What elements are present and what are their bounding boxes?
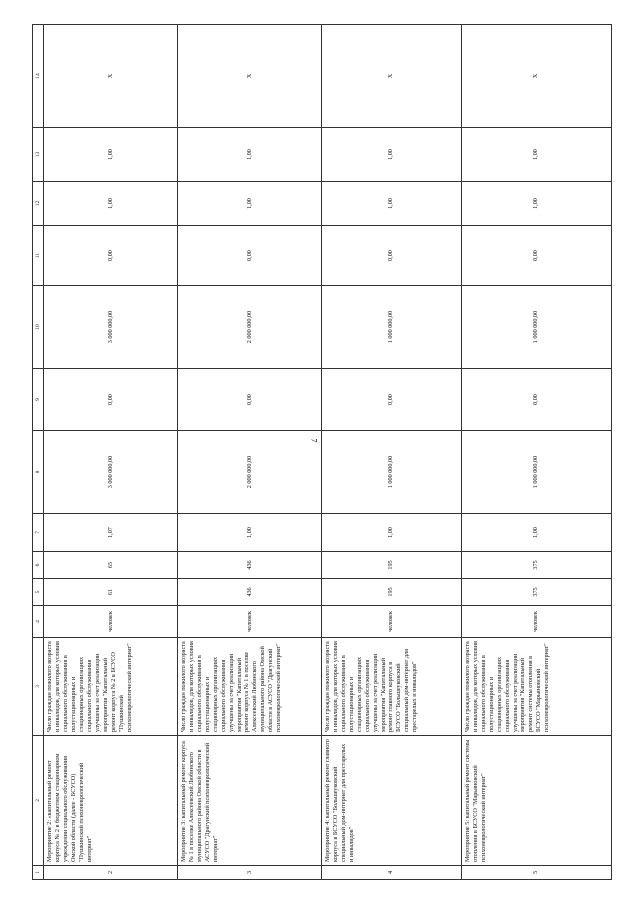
column-number-row — [33, 25, 44, 880]
column-number-cell: 14 — [33, 25, 44, 128]
cell-c13: 1,00 — [44, 128, 178, 182]
column-number-cell: 11 — [33, 226, 44, 286]
cell-unit: человек — [177, 606, 321, 638]
cell-c11: 0,00 — [461, 226, 611, 286]
cell-c10: 2 000 000,00 — [177, 286, 321, 369]
cell-c9: 0,00 — [44, 369, 178, 431]
cell-indicator: Число граждан пожилого возраста и инвалидов, для которых условия социального обслуживания в полустационарных и стационарных организациях социального обслуживания улучшены за счет реализации мероприятия "Капитальный ремонт корпуса № 2 в БСУСО "Пушкинский психоневрологический интернат" — [44, 638, 178, 736]
cell-c8: 2 000 000,00 — [177, 431, 321, 514]
cell-c12: 1,00 — [177, 182, 321, 226]
column-number-cell: 7 — [33, 514, 44, 552]
cell-c7: 1,07 — [44, 514, 178, 552]
cell-indicator: Число граждан пожилого возраста и инвалидов, для которых условия социального обслуживания в полустационарных и стационарных организациях социального обслуживания улучшены за счет реализации мероприятия "Капитальный ремонт главного корпуса в БСУСО "Большеуковский специальный дом-интернат для престарелых и инвалидов" — [321, 638, 461, 736]
cell-unit: человек — [321, 606, 461, 638]
cell-c5: 375 — [461, 579, 611, 606]
rotated-table-stage — [32, 25, 612, 880]
cell-idx: 3 — [177, 866, 321, 880]
cell-event: Мероприятие 3: капитальный ремонт корпуса № 1 в поселке Алексеевский Любинского муниципального района Омской области в АСУСО "Драгунский психоневрологический интернат" — [177, 736, 321, 866]
cell-c13: 1,00 — [177, 128, 321, 182]
cell-event: Мероприятие 5: капитальный ремонт системы отопления в БСУСО "Марьяновский психоневрологический интернат" — [461, 736, 611, 866]
cell-c11: 0,00 — [177, 226, 321, 286]
cell-c7: 1,00 — [177, 514, 321, 552]
cell-c14: Х — [461, 25, 611, 128]
cell-c6: 195 — [321, 552, 461, 579]
column-number-cell: 12 — [33, 182, 44, 226]
cell-c8: 3 000 000,00 — [44, 431, 178, 514]
cell-c9: 0,00 — [321, 369, 461, 431]
cell-idx: 2 — [44, 866, 178, 880]
column-number-cell: 3 — [33, 638, 44, 736]
cell-idx: 4 — [321, 866, 461, 880]
column-number-cell: 1 — [33, 866, 44, 880]
column-number-cell: 8 — [33, 431, 44, 514]
column-number-cell: 9 — [33, 369, 44, 431]
cell-indicator: Число граждан пожилого возраста и инвалидов, для которых условия социального обслуживания в полустационарных и стационарных организациях социального обслуживания улучшены за счет реализации мероприятия "Капитальный ремонт корпуса № 1 в поселке Алексеевский Любинского муниципального района Омской области в АСУСО "Драгунский психоневрологический интернат" — [177, 638, 321, 736]
column-number-cell: 10 — [33, 286, 44, 369]
cell-c12: 1,00 — [461, 182, 611, 226]
cell-c7: 1,00 — [461, 514, 611, 552]
cell-c12: 1,00 — [44, 182, 178, 226]
cell-c6: 65 — [44, 552, 178, 579]
cell-c6: 436 — [177, 552, 321, 579]
cell-c14: Х — [177, 25, 321, 128]
column-number-cell: 4 — [33, 606, 44, 638]
cell-c6: 375 — [461, 552, 611, 579]
cell-unit: человек — [44, 606, 178, 638]
cell-c11: 0,00 — [321, 226, 461, 286]
cell-c5: 61 — [44, 579, 178, 606]
cell-c5: 436 — [177, 579, 321, 606]
cell-unit: человек — [461, 606, 611, 638]
cell-idx: 5 — [461, 866, 611, 880]
cell-c13: 1,00 — [461, 128, 611, 182]
cell-c11: 0,00 — [44, 226, 178, 286]
cell-event: Мероприятие 4: капитальный ремонт главного корпуса в БСУСО "Большеуковский специальный дом-интернат для престарелых и инвалидов" — [321, 736, 461, 866]
cell-c9: 0,00 — [461, 369, 611, 431]
cell-c7: 1,00 — [321, 514, 461, 552]
page-number: 7 — [309, 438, 319, 443]
cell-c12: 1,00 — [321, 182, 461, 226]
cell-c10: 1 000 000,00 — [321, 286, 461, 369]
column-number-cell: 2 — [33, 736, 44, 866]
cell-c9: 0,00 — [177, 369, 321, 431]
column-number-cell: 5 — [33, 579, 44, 606]
table-row — [461, 25, 611, 880]
cell-c14: Х — [44, 25, 178, 128]
cell-c8: 1 000 000,00 — [461, 431, 611, 514]
table-row — [177, 25, 321, 880]
cell-c14: Х — [321, 25, 461, 128]
table-row — [44, 25, 178, 880]
table-row — [321, 25, 461, 880]
cell-c10: 3 000 000,00 — [44, 286, 178, 369]
cell-c5: 195 — [321, 579, 461, 606]
cell-c10: 1 000 000,00 — [461, 286, 611, 369]
column-number-cell: 6 — [33, 552, 44, 579]
cell-indicator: Число граждан пожилого возраста и инвалидов, для которых условия социального обслуживания в полустационарных и стационарных организациях социального обслуживания улучшены за счет реализации мероприятия "Капитальный ремонт системы отопления в БСУСО "Марьяновский психоневрологический интернат" — [461, 638, 611, 736]
cell-event: Мероприятие 2: «капитальный ремонт корпуса № 2 в бюджетном стационарном учреждении социального обслуживания Омской области (далее - БСУСО) "Пушкинский психоневрологический интернат" — [44, 736, 178, 866]
cell-c8: 1 000 000,00 — [321, 431, 461, 514]
column-number-cell: 13 — [33, 128, 44, 182]
indicators-table — [32, 24, 612, 880]
cell-c13: 1,00 — [321, 128, 461, 182]
